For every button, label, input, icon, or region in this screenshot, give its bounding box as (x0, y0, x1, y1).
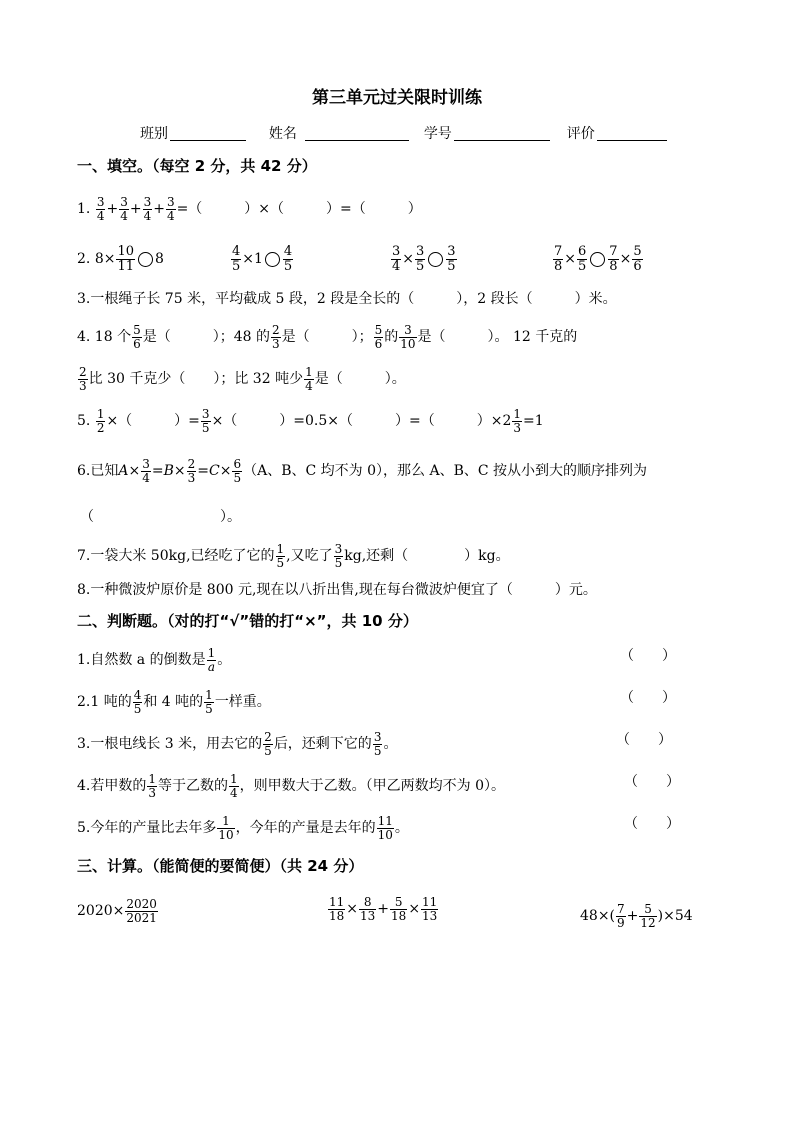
calc-expression-2: $\frac{11}{18}$ × $\frac{8}{13}$ + $\frac{5}{18}$ × $\frac{11}{13}$ (329, 895, 438, 923)
question-1-6: 6.已知A× $\frac{3}{4}$ =B× $\frac{2}{3}$ =C× $\frac{6}{5}$ （A、B、C 均不为 0），那么 A、B、C 按从小到大的顺序排列为 (77, 457, 648, 485)
compare-circle[interactable] (590, 252, 605, 267)
question-2-3: 3.一根电线长 3 米，用去它的 $\frac{2}{5}$ 后，还剩下它的 $\frac{3}{5}$ 。 (77, 730, 398, 758)
question-1-2d: $\frac{7}{8}$ × $\frac{6}{5}$ $\frac{7}{8}$ × $\frac{5}{6}$ (554, 244, 642, 274)
question-1-2b: $\frac{4}{5}$ ×1 $\frac{4}{5}$ (232, 244, 293, 274)
section-2-heading: 二、判断题。（对的打“√”错的打“×”，共 10 分） (77, 612, 418, 630)
question-1-4a: 4. 18 个 $\frac{5}{6}$ 是（ ）；48 的 $\frac{2}{3}$ 是（ ）； $\frac{5}{6}$ 的 $\frac{3}{10}$ 是（ ）。 12 千克的 (77, 323, 578, 351)
compare-circle[interactable] (428, 252, 443, 267)
section-3-heading: 三、计算。（能简便的要简便）（共 24 分） (77, 857, 364, 875)
answer-paren-5[interactable]: （ ） (624, 816, 680, 832)
answer-paren-2[interactable]: （ ） (620, 690, 676, 706)
number-label: 学号 (423, 126, 452, 142)
answer-paren-1[interactable]: （ ） (620, 648, 676, 664)
name-label: 姓名 (268, 126, 297, 142)
compare-circle[interactable] (265, 252, 280, 267)
question-1-5: 5. $\frac{1}{2}$ ×（ ）= $\frac{3}{5}$ ×（ ）=0.5×（ ）=（ ）×2 $\frac{1}{3}$ =1 (77, 407, 544, 435)
compare-circle[interactable] (138, 252, 153, 267)
evaluation-field[interactable] (597, 127, 667, 141)
class-label: 班别 (140, 126, 168, 142)
question-2-2: 2.1 吨的 $\frac{4}{5}$ 和 4 吨的 $\frac{1}{5}$ 一样重。 (77, 688, 271, 716)
question-2-4: 4.若甲数的 $\frac{1}{3}$ 等于乙数的 $\frac{1}{4}$ ，则甲数大于乙数。（甲乙两数均不为 0）。 (77, 772, 505, 800)
class-field[interactable] (170, 127, 246, 141)
calc-expression-1: 2020× $\frac{2020}{2021}$ (77, 897, 157, 925)
question-2-5: 5.今年的产量比去年多 $\frac{1}{10}$ ，今年的产量是去年的 $\frac{11}{10}$ 。 (77, 814, 409, 842)
evaluation-label: 评价 (566, 126, 595, 142)
question-1-6-answer: （ ）。 (80, 509, 241, 525)
student-info-line (140, 127, 667, 141)
section-1-heading: 一、填空。（每空 2 分，共 42 分） (77, 157, 317, 175)
question-1-2c: $\frac{3}{4}$ × $\frac{3}{5}$ $\frac{3}{5}$ (392, 244, 456, 274)
page-title: 第三单元过关限时训练 (312, 88, 482, 108)
answer-paren-4[interactable]: （ ） (624, 774, 680, 790)
question-1-2a: 2. 8× $\frac{10}{11}$ 8 (77, 244, 164, 274)
question-1-1: 1. $\frac{3}{4}$ + $\frac{3}{4}$ + $\frac{3}{4}$ + $\frac{3}{4}$ =（ ）×（ ）=（ ） (77, 195, 422, 223)
question-2-1: 1.自然数 a 的倒数是 $\frac{1}{a}$ 。 (77, 646, 232, 674)
answer-paren-3[interactable]: （ ） (616, 732, 672, 748)
question-1-4b: $\frac{2}{3}$ 比 30 千克少（ ）；比 32 吨少 $\frac{1}{4}$ 是（ ）。 (79, 365, 406, 393)
name-field[interactable] (305, 127, 409, 141)
question-1-7: 7.一袋大米 50kg,已经吃了它的 $\frac{1}{5}$ ,又吃了 $\frac{3}{5}$ kg,还剩（ ）kg。 (77, 542, 510, 570)
number-field[interactable] (454, 127, 550, 141)
question-1-8: 8.一种微波炉原价是 800 元,现在以八折出售,现在每台微波炉便宜了（ ）元。 (77, 582, 597, 598)
calc-expression-3: 48×( $\frac{7}{9}$ + $\frac{5}{12}$ )×54 (580, 902, 693, 930)
question-1-3: 3.一根绳子长 75 米，平均截成 5 段，2 段是全长的（ ），2 段长（ ）米。 (77, 291, 617, 307)
